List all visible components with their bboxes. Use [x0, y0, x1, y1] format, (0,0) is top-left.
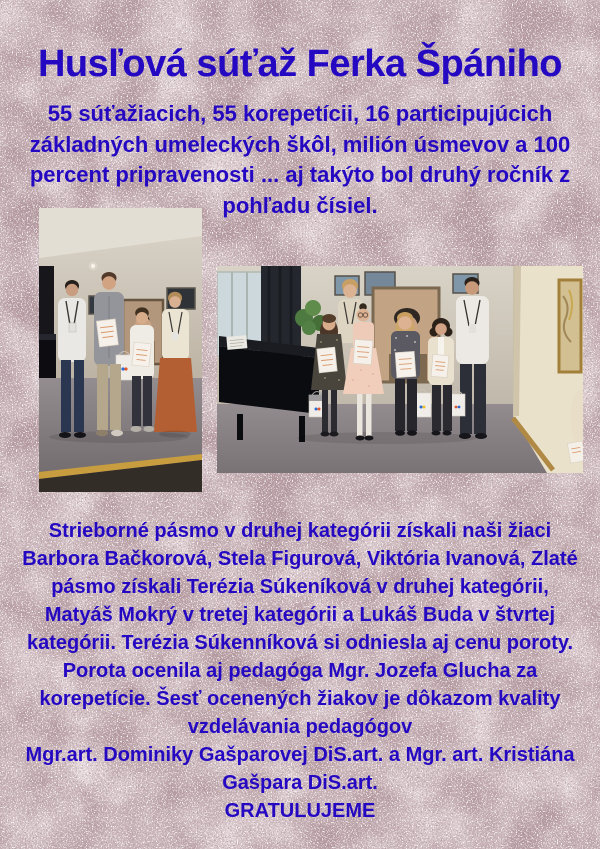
intro-line: percent pripravenosti ... aj takýto bol druhý ročník z — [29, 162, 571, 187]
gold-framed-painting — [559, 280, 581, 372]
results-line: korepetície. Šesť ocenených žiakov je dôkazom kvality — [39, 688, 561, 710]
ceiling-light — [91, 264, 95, 268]
results-line: Matyáš Mokrý v tretej kategórii a Lukáš Buda v štvrtej — [44, 604, 556, 626]
intro-line: základných umeleckých škôl, milión úsmevov a 100 — [29, 131, 571, 157]
certificate — [132, 342, 151, 367]
results-line: pásmo získali Terézia Súkeníková v druhej kategórii, — [51, 576, 549, 598]
intro-line: 55 súťažiacich, 55 korepetícii, 16 participujúcich — [47, 101, 553, 126]
sheet-music — [226, 335, 247, 350]
results-line: vzdelávania pedagógov — [187, 716, 413, 738]
certificate — [431, 354, 449, 377]
results-line: kategórii. Terézia Súkenníková si odniesla aj cenu poroty. — [26, 632, 574, 654]
results-line: Mgr.art. Dominiky Gašparovej DiS.art. a Mgr. art. Kristiána — [25, 744, 575, 766]
page-title: Husľová súťaž Ferka Špániho — [37, 43, 563, 85]
certificate — [353, 339, 373, 364]
photo-award-boys — [39, 208, 202, 492]
results-line: Gašpara DiS.art. — [222, 772, 378, 794]
photo-award-girls — [217, 266, 583, 473]
results-line: Porota ocenila aj pedagóga Mgr. Jozefa Glucha za — [62, 660, 538, 682]
intro-line: pohľadu čísiel. — [222, 192, 378, 218]
results-line: Barbora Bačkorová, Stela Figurová, Viktória Ivanová, Zlaté — [22, 548, 578, 570]
gift-bag — [450, 391, 465, 416]
results-line: Strieborné pásmo v druhej kategórii získali naši žiaci — [48, 520, 552, 542]
congrats-line: GRATULUJEME — [224, 800, 376, 822]
certificate — [317, 347, 337, 373]
certificate — [395, 351, 416, 377]
certificate — [96, 319, 118, 347]
results-paragraph — [0, 517, 600, 825]
intro-paragraph — [0, 99, 600, 221]
